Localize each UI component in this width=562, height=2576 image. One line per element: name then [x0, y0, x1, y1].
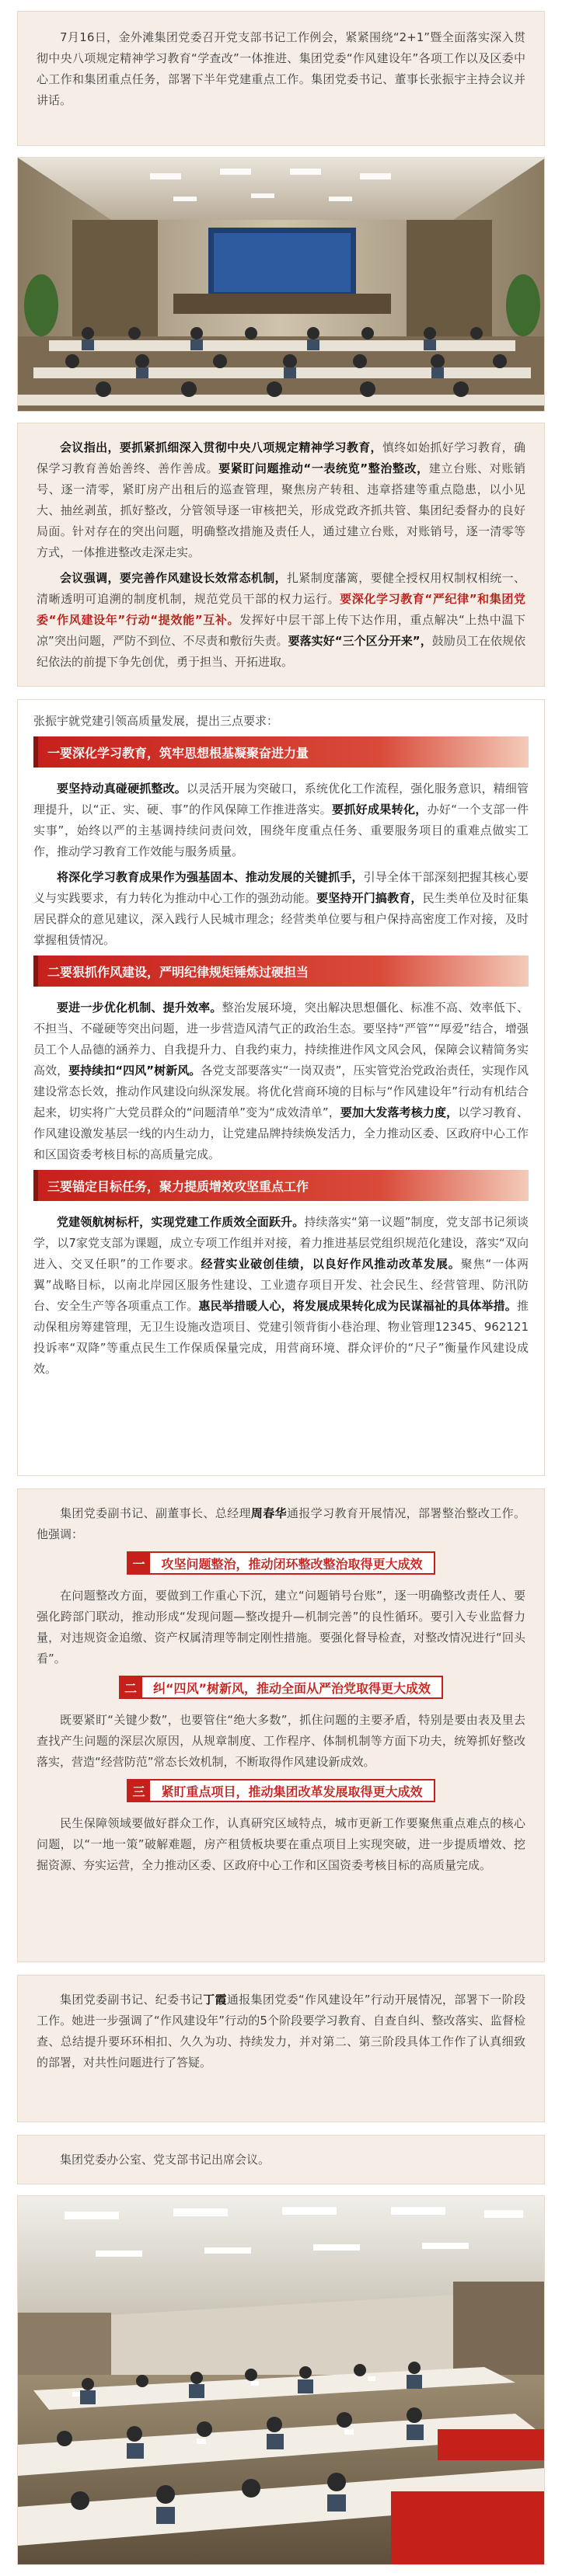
s3-paragraph-1: [33, 1212, 529, 1380]
p2-red: 要深化学习教育“严纪律”和集团党委“作风建设年”行动“提效能”互补。: [37, 592, 525, 627]
s1-p2-text2: 民生类单位及时征集居民群众的意见建议，深入践行人民城市理念；经营类单位要与租户保持高密度工作对接，及时掌握租赁情况。: [33, 891, 529, 947]
s1-p1-text: 以灵活开展为突破口，系统优化工作流程，强化服务意识，精细管理提升，以“正、实、硬、事”的作风保障工作推进落实。: [33, 782, 529, 816]
p2-text2: 发挥好中层干部上传下达作用，重点解决“上热中温下凉”突出问题，严防不到位、不尽责和敷衍失责。: [37, 613, 526, 648]
paragraph-requirements: [37, 437, 525, 563]
s3-p1-text2: 聚焦“一体两翼”战略目标，以南北岸园区服务性建设、工业遗存项目开发、社会民生、经营管理、防汛防台、安全生产等各项重点工作。: [33, 1257, 529, 1313]
intro-card: [17, 11, 545, 146]
discipline-intro-a: 集团党委副书记、纪委书记: [60, 1993, 204, 2007]
discipline-report-card: [17, 1975, 545, 2122]
deputy-intro-a: 集团党委副书记、副董事长、总经理: [60, 1506, 251, 1520]
p2-text3: 鼓励员工在依规依纪依法的前提下争先创优，勇于担当、开拓进取。: [37, 634, 525, 669]
s2-p1-bold3: 要加大发落考核力度，: [340, 1105, 459, 1119]
p1-bold2: 要紧盯问题推动“一表统览”整治整改，: [218, 461, 429, 475]
sub-heading-1: [37, 1551, 525, 1575]
sub-3-paragraph: 民生保障领域要做好群众工作，认真研究区域特点，城市更新工作要聚焦重点难点的核心问题，以“一地一策”破解难题，房产租赁板块要在重点项目上实现突破，进一步提质增效、挖掘资源、夯实运营，全力推动区委、区政府中心工作和区国资委考核目标的高质量完成。: [37, 1816, 525, 1872]
s2-p1-text3: 以学习教育、作风建设激发基层一线的内生动力，让党建品牌持续焕发活力，全力推动区委、区政府中心工作和区国资委考核目标的高质量完成。: [33, 1105, 529, 1161]
sub-1-paragraph: 在问题整改方面，要做到工作重心下沉，建立“问题销号台账”，逐一明确整改责任人、要强化跨部门联动，推动形成“发现问题—整改提升—机制完善”的良性循环。要引入专业监督力量，对违规资金追缴、资产权属清理等制定刚性措施。要强化督导检查，对整改情况进行“回头看”。: [37, 1589, 525, 1666]
sub-heading-2-number: 二: [119, 1676, 142, 1699]
p1-text2: 建立台账、对账销号、逐一清零，紧盯房产出租后的巡查管理，聚焦房产转租、违章搭建等重点隐患，以小见大、抽丝剥茧，抓好整改，分管领导逐一审核把关，形成党政齐抓共管、集团纪委督办的良好局面。针对存在的突出问题，明确整改措施及责任人，通过建立台账，对账销号，逐一清零等方式，一体推进整改走深走实。: [37, 461, 525, 559]
discipline-intro-b: 通报集团党委“作风建设年”行动开展情况，部署下一阶段工作。她进一步强调了“作风建设年”行动的5个阶段要学习教育、自查自纠、整改落实、监督检查、总结提升要环环相扣、久久为功、持续发力，并对第二、第三阶段具体工作作了认真细致的部署，对共性问题进行了答疑。: [37, 1993, 525, 2070]
s3-p1-text3: 推动保租房筹建管理，无卫生设施改造项目、党建引领背街小巷治理、物业管理12345、962121投诉率“双降”等重点民生工作保质保量完成，用营商环境、群众评价的“尺子”衡量作风建设成效。: [33, 1299, 529, 1376]
deputy-report-card: [17, 1488, 545, 1962]
section-heading-1: 一要深化学习教育，筑牢思想根基凝聚奋进力量: [33, 736, 529, 768]
meeting-photo-2: [17, 2195, 545, 2565]
p2-bold2: 要落实好“三个区分开来”，: [288, 634, 432, 648]
s1-p2-bold: 将深化学习教育成果作为强基固本、推动发展的关键抓手，: [57, 870, 364, 884]
meeting-photo-1: [17, 157, 545, 412]
discipline-name: 丁霞: [203, 1993, 227, 2007]
sub-heading-2-title: 纠“四风”树新风，推动全面从严治党取得更大成效: [142, 1676, 443, 1699]
p2-text: 扎紧制度藩篱，要健全授权用权制权相统一、清晰透明可追溯的制度机制，规范党员干部的权力运行。: [37, 571, 525, 606]
s1-p1-text2: 办好“一个支部一件实事”，始终以严的主基调持续问责问效，围绕年度重点任务、重要服务项目的重难点做实工作，推动学习教育工作效能与服务质量。: [33, 802, 529, 858]
attendance-paragraph: 集团党委办公室、党支部书记出席会议。: [60, 2153, 271, 2167]
p1-lead: 会议指出，要抓紧抓细深入贯彻中央八项规定精神学习教育，: [60, 440, 382, 454]
s1-paragraph-2: [33, 867, 529, 951]
s1-p2-bold2: 要坚持开门搞教育，: [316, 891, 423, 905]
paragraph-emphasis: [37, 568, 525, 673]
s3-p1-bold3: 惠民举措暖人心，将发展成果转化成为民谋福祉的具体举措。: [198, 1299, 517, 1313]
requirements-card: [17, 699, 545, 1476]
s3-p1-bold2: 经营实业破创佳绩，以良好作风推动改革发展。: [201, 1257, 461, 1271]
section-heading-2: 二要狠抓作风建设，严明纪律规矩锤炼过硬担当: [33, 956, 529, 987]
sub-heading-1-title: 攻坚问题整治，推动闭环整改整治取得更大成效: [150, 1551, 435, 1575]
intro-paragraph: 7月16日，金外滩集团党委召开党支部书记工作例会，紧紧围绕“2+1”暨全面落实深入贯彻中央八项规定精神学习教育“学查改”一体推进、集团党委“作风建设年”各项工作以及区委中心工作和集团重点任务，部署下半年党建重点工作。集团党委书记、董事长张振宇主持会议并讲话。: [37, 30, 525, 107]
discipline-paragraph: [37, 1989, 525, 2073]
s2-p1-text: 整治发展环境，突出解决思想僵化、标准不高、效率低下、不担当、不碰硬等突出问题，进一步营造风清气正的政治生态。要坚持“严管”“厚爱”结合，增强员工个人品德的涵养力、自我提升力、自我约束力，持续推进作风文风会风，保障会议精简务实高效，: [33, 1001, 529, 1077]
deputy-intro-b: 通报学习教育开展情况，部署整治整改工作。他强调：: [37, 1506, 525, 1541]
p1-text: 慎终如始抓好学习教育，确保学习教育善始善终、善作善成。: [37, 440, 525, 475]
sub-heading-3-title: 紧盯重点项目，推动集团改革发展取得更大成效: [150, 1779, 435, 1802]
section-heading-3: 三要锚定目标任务，聚力提质增效攻坚重点工作: [33, 1170, 529, 1201]
summary-card: [17, 423, 545, 687]
sub-heading-2: [37, 1676, 525, 1699]
s3-p1-bold: 党建领航树标杆，实现党建工作质效全面跃升。: [57, 1215, 305, 1229]
requirements-intro: 张振宇就党建引领高质量发展，提出三点要求：: [33, 714, 279, 728]
deputy-intro: [37, 1503, 525, 1545]
deputy-name: 周春华: [250, 1506, 287, 1520]
sub-heading-3-number: 三: [127, 1779, 150, 1802]
s1-p1-bold: 要坚持动真碰硬抓整改。: [57, 782, 187, 795]
s1-p1-bold2: 要抓好成果转化，: [332, 802, 428, 816]
s2-p1-bold: 要进一步优化机制、提升效率。: [57, 1001, 222, 1015]
s2-p1-bold2: 要持续扣“四风”树新风。: [68, 1063, 201, 1077]
sub-heading-1-number: 一: [127, 1551, 150, 1575]
s1-p2-text: 引导全体干部深刻把握其核心要义与实践要求，有力转化为推动中心工作的强劲动能。: [33, 870, 529, 905]
p2-lead: 会议强调，要完善作风建设长效常态机制，: [60, 571, 287, 585]
attendance-card: [17, 2135, 545, 2184]
s2-paragraph-1: [33, 997, 529, 1165]
sub-heading-3: [37, 1779, 525, 1802]
s2-p1-text2: 各党支部要落实“一岗双责”，压实管党治党政治责任，实现作风建设常态长效，推动作风建设向纵深发展。将优化营商环境的目标与“作风建设年”行动有机结合起来，切实将广大党员群众的“问题清单”变为“成效清单”，: [33, 1063, 529, 1119]
s3-p1-text: 持续落实“第一议题”制度，党支部书记须谈学，以7家党支部为课题，成立专项工作组并对接，着力推进基层党组织规范化建设，落实“双向进入、交叉任职”的工作要求。: [33, 1215, 529, 1271]
s1-paragraph-1: [33, 778, 529, 862]
sub-2-paragraph: 既要紧盯“关键少数”，也要管住“绝大多数”，抓住问题的主要矛盾，特别是要由表及里去查找产生问题的深层次原因，从规章制度、工作程序、体制机制等方面下功夫，统筹抓好整改落实，营造“经营防范”常态长效机制，不断取得作风建设新成效。: [37, 1713, 525, 1769]
